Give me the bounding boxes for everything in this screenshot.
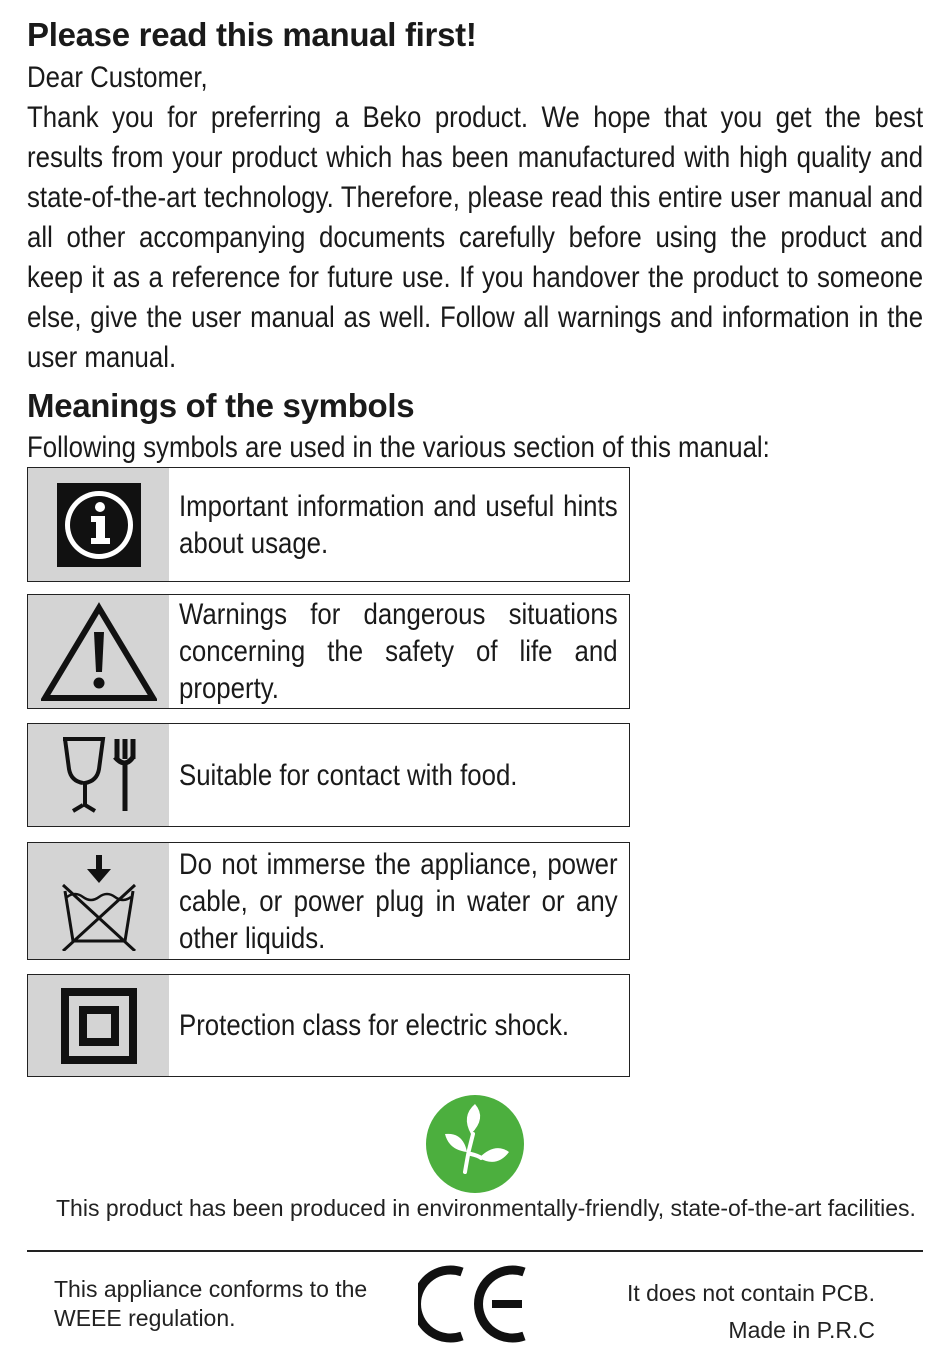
- warning-triangle-icon: [28, 595, 169, 708]
- divider: [27, 1250, 923, 1252]
- symbol-text-info: Important information and useful hints about usage.: [179, 489, 618, 560]
- protection-class-icon: [28, 975, 169, 1076]
- info-icon: [28, 468, 169, 581]
- symbol-row-food: [27, 723, 630, 827]
- symbol-row-info: [27, 467, 630, 582]
- intro-paragraph: Thank you for preferring a Beko product. We hope that you get the best results from your product which has been manufactured with high quality and state-of-the-art technology. Therefore, please read this entire user manual and all other accompanying documents carefully before using the product and keep it as a reference for future use. If you handover the product to someone else, give the user manual as well. Follow all warnings and information in the user manual.: [27, 101, 924, 374]
- food-contact-icon: [28, 724, 169, 826]
- symbols-lead: Following symbols are used in the various section of this manual:: [27, 431, 770, 464]
- symbol-row-warning: [27, 594, 630, 709]
- symbol-row-protection: [27, 974, 630, 1077]
- origin-statement: Made in P.R.C: [728, 1317, 875, 1343]
- pcb-statement: It does not contain PCB.: [626, 1280, 875, 1306]
- weee-statement: This appliance conforms to the WEEE regulation.: [54, 1276, 368, 1331]
- page-title: Please read this manual first!: [27, 16, 477, 53]
- symbols-heading: Meanings of the symbols: [27, 387, 415, 424]
- greeting: Dear Customer,: [27, 61, 208, 94]
- symbol-text-food: Suitable for contact with food.: [179, 758, 518, 792]
- symbol-row-immerse: [27, 842, 630, 960]
- page-content: [27, 12, 923, 476]
- symbol-text-immerse: Do not immerse the appliance, power cable, or power plug in water or any other liquids.: [179, 847, 618, 955]
- eco-statement: This product has been produced in environmentally-friendly, state-of-the-art facilities.: [56, 1195, 916, 1221]
- do-not-immerse-icon: [28, 843, 169, 959]
- ce-mark-icon: [418, 1264, 530, 1344]
- symbol-text-warning: Warnings for dangerous situations concerning the safety of life and property.: [179, 598, 618, 705]
- symbol-text-protection: Protection class for electric shock.: [179, 1009, 570, 1042]
- product-notes: [627, 1275, 875, 1349]
- eco-leaf-icon: [425, 1094, 525, 1194]
